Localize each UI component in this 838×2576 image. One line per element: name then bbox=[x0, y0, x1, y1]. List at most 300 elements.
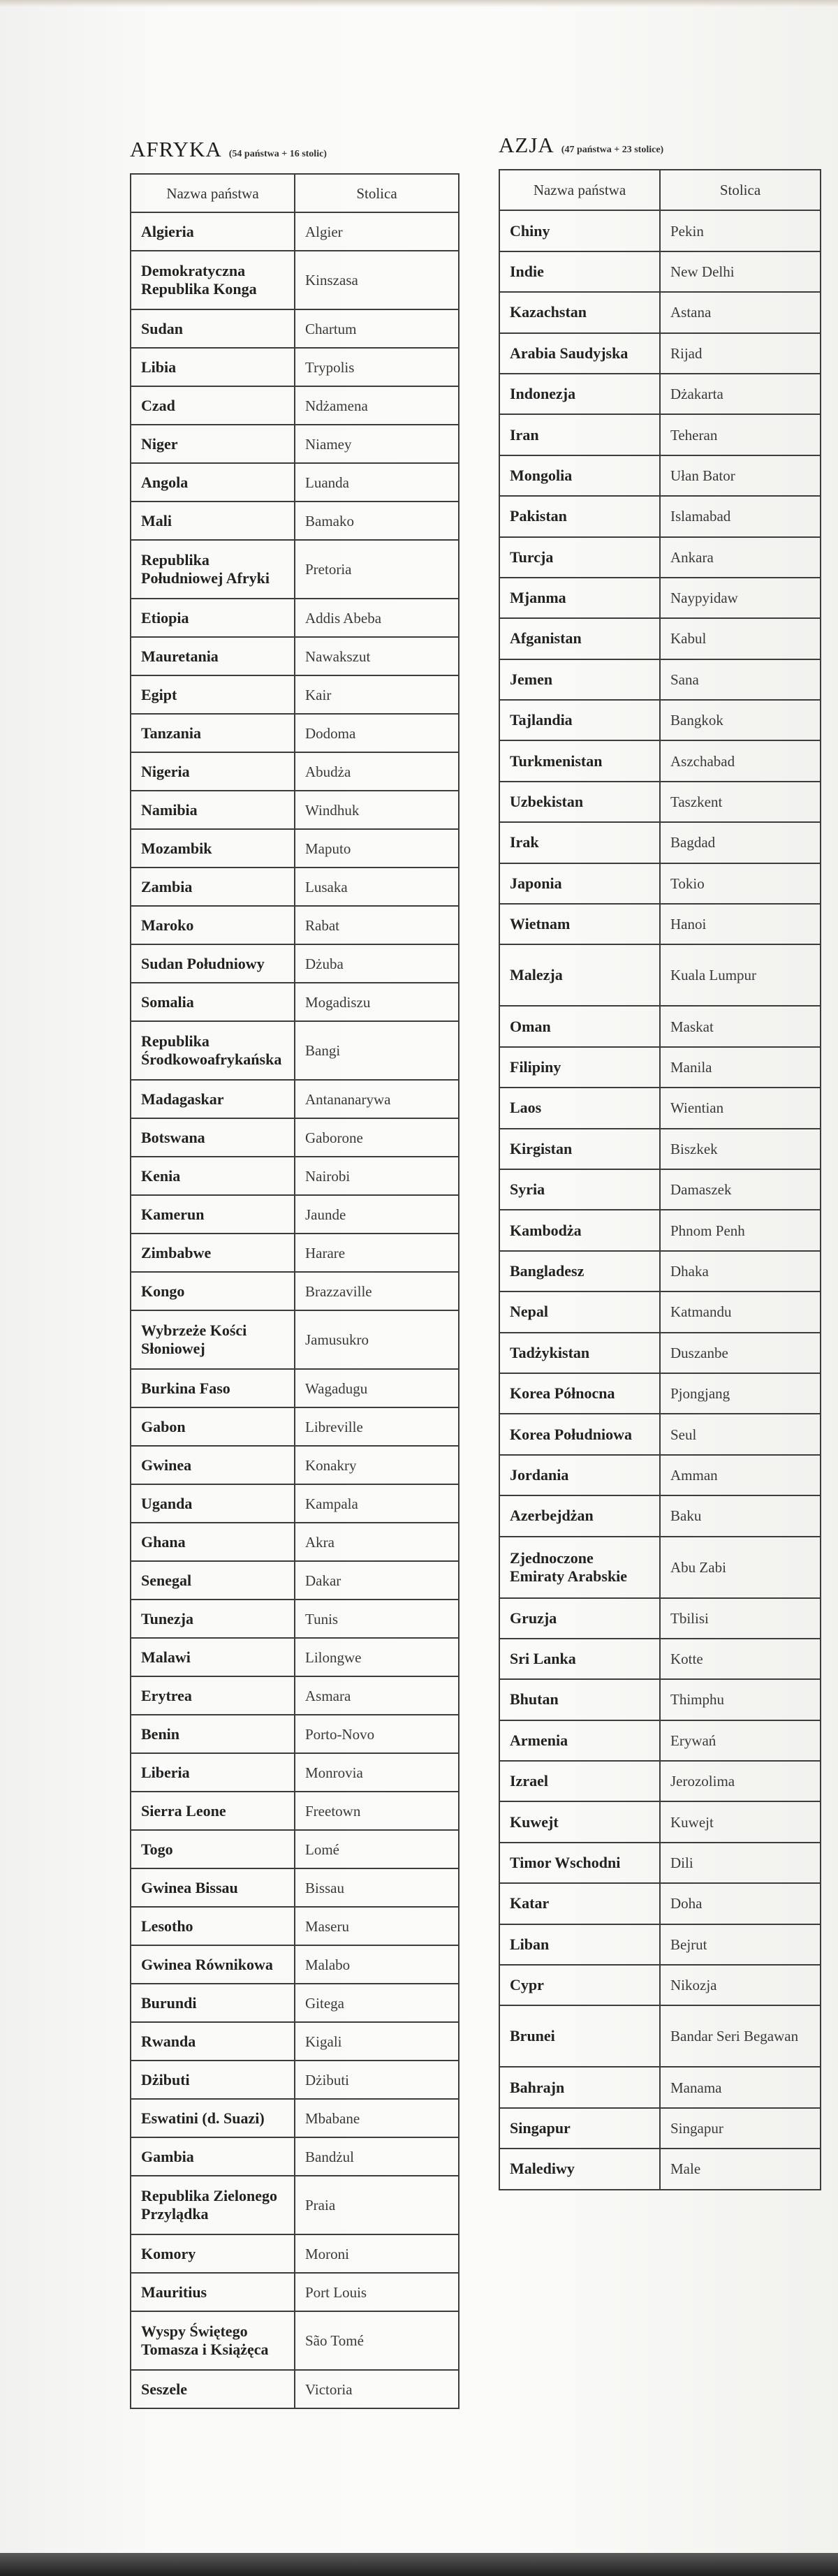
asia-capital-cell: Damaszek bbox=[660, 1169, 821, 1210]
asia-country-cell: Katar bbox=[499, 1883, 660, 1924]
asia-country-cell: Malediwy bbox=[499, 2149, 660, 2189]
africa-table-row bbox=[131, 983, 459, 1021]
africa-country-cell: Eswatini (d. Suazi) bbox=[131, 2099, 295, 2137]
asia-country-cell: Indonezja bbox=[499, 374, 660, 414]
africa-table-body bbox=[131, 174, 459, 2408]
africa-country-cell: Gwinea Bissau bbox=[131, 1868, 295, 1907]
asia-country-cell: Irak bbox=[499, 822, 660, 863]
africa-capital-cell: Jamusukro bbox=[295, 1310, 459, 1369]
asia-table-row bbox=[499, 1679, 821, 1720]
africa-table-row bbox=[131, 829, 459, 868]
africa-capital-cell: Ndżamena bbox=[295, 386, 459, 425]
africa-capital-cell: Bangi bbox=[295, 1021, 459, 1080]
africa-country-cell: Maroko bbox=[131, 906, 295, 944]
asia-country-cell: Mjanma bbox=[499, 578, 660, 618]
africa-table-row bbox=[131, 1118, 459, 1157]
asia-table-row bbox=[499, 1883, 821, 1924]
africa-country-cell: Uganda bbox=[131, 1484, 295, 1523]
asia-capital-cell: Sana bbox=[660, 659, 821, 700]
africa-country-cell: Demokratyczna Republika Konga bbox=[131, 251, 295, 309]
asia-capital-cell: Duszanbe bbox=[660, 1333, 821, 1373]
africa-capital-cell: Lilongwe bbox=[295, 1638, 459, 1676]
africa-capital-cell: Dakar bbox=[295, 1561, 459, 1600]
asia-capital-cell: Tbilisi bbox=[660, 1598, 821, 1639]
africa-table-row bbox=[131, 1195, 459, 1234]
asia-country-cell: Armenia bbox=[499, 1720, 660, 1761]
africa-capital-cell: Windhuk bbox=[295, 791, 459, 829]
asia-capital-cell: Phnom Penh bbox=[660, 1210, 821, 1250]
africa-capital-cell: Niamey bbox=[295, 425, 459, 463]
asia-table-row bbox=[499, 1495, 821, 1536]
asia-country-cell: Nepal bbox=[499, 1291, 660, 1332]
africa-table-row bbox=[131, 1523, 459, 1561]
asia-capital-cell: Katmandu bbox=[660, 1291, 821, 1332]
asia-capital-cell: Bangkok bbox=[660, 700, 821, 740]
africa-capital-cell: Freetown bbox=[295, 1792, 459, 1830]
africa-country-cell: Mali bbox=[131, 502, 295, 540]
africa-capital-cell: Tunis bbox=[295, 1600, 459, 1638]
asia-table-row bbox=[499, 1924, 821, 1965]
asia-country-cell: Jemen bbox=[499, 659, 660, 700]
africa-table-header bbox=[131, 174, 459, 212]
africa-table-row bbox=[131, 1561, 459, 1600]
asia-capital-cell: Teheran bbox=[660, 414, 821, 455]
asia-table-row bbox=[499, 863, 821, 904]
asia-title: AZJA bbox=[499, 133, 554, 157]
asia-capital-cell: Abu Zabi bbox=[660, 1537, 821, 1598]
asia-table-row bbox=[499, 2149, 821, 2189]
africa-table-row bbox=[131, 2370, 459, 2408]
africa-capital-cell: Nairobi bbox=[295, 1157, 459, 1195]
africa-header-capital: Stolica bbox=[295, 174, 459, 212]
africa-capital-cell: Porto-Novo bbox=[295, 1715, 459, 1753]
asia-capital-cell: Taszkent bbox=[660, 782, 821, 822]
africa-country-cell: Tunezja bbox=[131, 1600, 295, 1638]
africa-table-row bbox=[131, 675, 459, 714]
asia-capital-cell: Nikozja bbox=[660, 1965, 821, 2005]
africa-country-cell: Angola bbox=[131, 463, 295, 502]
africa-capital-cell: Addis Abeba bbox=[295, 599, 459, 637]
africa-subtitle: (54 państwa + 16 stolic) bbox=[228, 149, 327, 159]
africa-table-row bbox=[131, 637, 459, 675]
africa-header-country: Nazwa państwa bbox=[131, 174, 295, 212]
africa-table-row bbox=[131, 1676, 459, 1715]
asia-header-capital: Stolica bbox=[660, 170, 821, 210]
africa-table-row bbox=[131, 1080, 459, 1118]
africa-country-cell: Sierra Leone bbox=[131, 1792, 295, 1830]
africa-capital-cell: Trypolis bbox=[295, 348, 459, 386]
africa-country-cell: Botswana bbox=[131, 1118, 295, 1157]
africa-table bbox=[130, 173, 460, 2409]
asia-table-row bbox=[499, 1006, 821, 1046]
africa-table-row bbox=[131, 2061, 459, 2099]
africa-country-cell: Tanzania bbox=[131, 714, 295, 752]
africa-table-row bbox=[131, 1021, 459, 1080]
asia-table-row bbox=[499, 1373, 821, 1414]
asia-country-cell: Sri Lanka bbox=[499, 1639, 660, 1679]
africa-country-cell: Rwanda bbox=[131, 2022, 295, 2061]
asia-section bbox=[499, 133, 821, 2190]
asia-country-cell: Korea Południowa bbox=[499, 1414, 660, 1454]
africa-capital-cell: São Tomé bbox=[295, 2311, 459, 2370]
asia-table-row bbox=[499, 1801, 821, 1842]
asia-table-row bbox=[499, 1761, 821, 1801]
asia-country-cell: Korea Północna bbox=[499, 1373, 660, 1414]
asia-country-cell: Wietnam bbox=[499, 904, 660, 944]
asia-country-cell: Pakistan bbox=[499, 496, 660, 536]
asia-capital-cell: Dhaka bbox=[660, 1251, 821, 1291]
africa-capital-cell: Akra bbox=[295, 1523, 459, 1561]
africa-country-cell: Togo bbox=[131, 1830, 295, 1868]
asia-country-cell: Azerbejdżan bbox=[499, 1495, 660, 1536]
africa-table-row bbox=[131, 1407, 459, 1446]
africa-capital-cell: Bamako bbox=[295, 502, 459, 540]
africa-table-row bbox=[131, 868, 459, 906]
asia-table-row bbox=[499, 944, 821, 1006]
africa-country-cell: Czad bbox=[131, 386, 295, 425]
asia-country-cell: Liban bbox=[499, 1924, 660, 1965]
asia-country-cell: Chiny bbox=[499, 210, 660, 251]
africa-section bbox=[130, 137, 460, 2409]
asia-country-cell: Indie bbox=[499, 251, 660, 292]
asia-capital-cell: Thimphu bbox=[660, 1679, 821, 1720]
africa-capital-cell: Maputo bbox=[295, 829, 459, 868]
asia-capital-cell: Hanoi bbox=[660, 904, 821, 944]
africa-country-cell: Malawi bbox=[131, 1638, 295, 1676]
africa-table-row bbox=[131, 1715, 459, 1753]
africa-capital-cell: Mbabane bbox=[295, 2099, 459, 2137]
asia-table-row bbox=[499, 537, 821, 578]
asia-capital-cell: Dili bbox=[660, 1843, 821, 1883]
africa-table-row bbox=[131, 386, 459, 425]
asia-table-row bbox=[499, 659, 821, 700]
asia-table-row bbox=[499, 333, 821, 374]
africa-country-cell: Seszele bbox=[131, 2370, 295, 2408]
asia-country-cell: Izrael bbox=[499, 1761, 660, 1801]
africa-country-cell: Gabon bbox=[131, 1407, 295, 1446]
asia-capital-cell: Bejrut bbox=[660, 1924, 821, 1965]
asia-country-cell: Timor Wschodni bbox=[499, 1843, 660, 1883]
asia-table-header bbox=[499, 170, 821, 210]
africa-table-row bbox=[131, 1907, 459, 1945]
africa-table-row bbox=[131, 1272, 459, 1310]
africa-title: AFRYKA bbox=[130, 137, 222, 161]
asia-table-row bbox=[499, 414, 821, 455]
asia-capital-cell: Erywań bbox=[660, 1720, 821, 1761]
africa-capital-cell: Pretoria bbox=[295, 540, 459, 599]
africa-country-cell: Namibia bbox=[131, 791, 295, 829]
asia-table-row bbox=[499, 578, 821, 618]
asia-country-cell: Singapur bbox=[499, 2108, 660, 2149]
africa-country-cell: Kenia bbox=[131, 1157, 295, 1195]
asia-capital-cell: Kotte bbox=[660, 1639, 821, 1679]
africa-country-cell: Ghana bbox=[131, 1523, 295, 1561]
asia-capital-cell: Naypyidaw bbox=[660, 578, 821, 618]
asia-country-cell: Malezja bbox=[499, 944, 660, 1006]
africa-table-row bbox=[131, 1753, 459, 1792]
africa-country-cell: Wybrzeże Kości Słoniowej bbox=[131, 1310, 295, 1369]
asia-capital-cell: Kuwejt bbox=[660, 1801, 821, 1842]
africa-capital-cell: Gaborone bbox=[295, 1118, 459, 1157]
asia-table-row bbox=[499, 1210, 821, 1250]
africa-capital-cell: Lusaka bbox=[295, 868, 459, 906]
africa-country-cell: Mauritius bbox=[131, 2273, 295, 2311]
asia-country-cell: Kuwejt bbox=[499, 1801, 660, 1842]
asia-country-cell: Turkmenistan bbox=[499, 740, 660, 781]
africa-table-row bbox=[131, 1638, 459, 1676]
africa-table-row bbox=[131, 752, 459, 791]
asia-country-cell: Tadżykistan bbox=[499, 1333, 660, 1373]
asia-table-row bbox=[499, 782, 821, 822]
africa-table-row bbox=[131, 1600, 459, 1638]
africa-capital-cell: Asmara bbox=[295, 1676, 459, 1715]
asia-country-cell: Oman bbox=[499, 1006, 660, 1046]
africa-capital-cell: Konakry bbox=[295, 1446, 459, 1484]
asia-table-row bbox=[499, 1169, 821, 1210]
africa-table-row bbox=[131, 2137, 459, 2176]
asia-heading bbox=[499, 133, 821, 169]
africa-table-row bbox=[131, 348, 459, 386]
africa-country-cell: Madagaskar bbox=[131, 1080, 295, 1118]
africa-capital-cell: Rabat bbox=[295, 906, 459, 944]
asia-capital-cell: Manama bbox=[660, 2067, 821, 2107]
asia-country-cell: Laos bbox=[499, 1088, 660, 1128]
africa-table-row bbox=[131, 714, 459, 752]
africa-table-row bbox=[131, 1792, 459, 1830]
africa-country-cell: Kamerun bbox=[131, 1195, 295, 1234]
africa-country-cell: Sudan bbox=[131, 309, 295, 348]
asia-country-cell: Tajlandia bbox=[499, 700, 660, 740]
asia-country-cell: Brunei bbox=[499, 2005, 660, 2067]
asia-capital-cell: New Delhi bbox=[660, 251, 821, 292]
asia-capital-cell: Astana bbox=[660, 292, 821, 332]
africa-table-row bbox=[131, 1945, 459, 1984]
africa-table-row bbox=[131, 463, 459, 502]
africa-table-row bbox=[131, 309, 459, 348]
asia-capital-cell: Rijad bbox=[660, 333, 821, 374]
asia-country-cell: Japonia bbox=[499, 863, 660, 904]
asia-table-row bbox=[499, 904, 821, 944]
asia-table-row bbox=[499, 1088, 821, 1128]
asia-table-row bbox=[499, 700, 821, 740]
asia-country-cell: Bhutan bbox=[499, 1679, 660, 1720]
africa-country-cell: Liberia bbox=[131, 1753, 295, 1792]
africa-table-row bbox=[131, 1234, 459, 1272]
africa-country-cell: Republika Południowej Afryki bbox=[131, 540, 295, 599]
africa-table-row bbox=[131, 425, 459, 463]
africa-capital-cell: Libreville bbox=[295, 1407, 459, 1446]
asia-capital-cell: Maskat bbox=[660, 1006, 821, 1046]
africa-table-row bbox=[131, 944, 459, 983]
paper-top-edge bbox=[0, 0, 838, 7]
asia-capital-cell: Singapur bbox=[660, 2108, 821, 2149]
africa-table-row bbox=[131, 2099, 459, 2137]
asia-capital-cell: Ułan Bator bbox=[660, 455, 821, 496]
africa-capital-cell: Monrovia bbox=[295, 1753, 459, 1792]
africa-table-row bbox=[131, 2273, 459, 2311]
africa-country-cell: Komory bbox=[131, 2234, 295, 2273]
africa-table-row bbox=[131, 2176, 459, 2234]
africa-country-cell: Burundi bbox=[131, 1984, 295, 2022]
africa-capital-cell: Mogadiszu bbox=[295, 983, 459, 1021]
asia-country-cell: Kazachstan bbox=[499, 292, 660, 332]
africa-table-row bbox=[131, 1157, 459, 1195]
asia-table-row bbox=[499, 2005, 821, 2067]
africa-table-row bbox=[131, 2022, 459, 2061]
asia-country-cell: Bangladesz bbox=[499, 1251, 660, 1291]
asia-country-cell: Kirgistan bbox=[499, 1129, 660, 1169]
africa-table-row bbox=[131, 599, 459, 637]
asia-capital-cell: Ankara bbox=[660, 537, 821, 578]
asia-table-row bbox=[499, 1598, 821, 1639]
africa-table-row bbox=[131, 251, 459, 309]
asia-country-cell: Gruzja bbox=[499, 1598, 660, 1639]
asia-capital-cell: Baku bbox=[660, 1495, 821, 1536]
asia-table-row bbox=[499, 251, 821, 292]
asia-table-row bbox=[499, 2067, 821, 2107]
asia-capital-cell: Amman bbox=[660, 1455, 821, 1495]
asia-table-body bbox=[499, 170, 821, 2190]
asia-table-row bbox=[499, 374, 821, 414]
africa-country-cell: Wyspy Świętego Tomasza i Książęca bbox=[131, 2311, 295, 2370]
asia-table-row bbox=[499, 1720, 821, 1761]
asia-table-row bbox=[499, 1047, 821, 1088]
asia-capital-cell: Islamabad bbox=[660, 496, 821, 536]
asia-capital-cell: Male bbox=[660, 2149, 821, 2189]
africa-table-row bbox=[131, 212, 459, 251]
africa-capital-cell: Gitega bbox=[295, 1984, 459, 2022]
africa-capital-cell: Port Louis bbox=[295, 2273, 459, 2311]
background-surface bbox=[0, 2553, 838, 2576]
africa-capital-cell: Brazzaville bbox=[295, 1272, 459, 1310]
asia-capital-cell: Wientian bbox=[660, 1088, 821, 1128]
asia-table-row bbox=[499, 210, 821, 251]
africa-country-cell: Algieria bbox=[131, 212, 295, 251]
africa-country-cell: Gambia bbox=[131, 2137, 295, 2176]
asia-country-cell: Turcja bbox=[499, 537, 660, 578]
africa-capital-cell: Jaunde bbox=[295, 1195, 459, 1234]
africa-country-cell: Zimbabwe bbox=[131, 1234, 295, 1272]
africa-country-cell: Niger bbox=[131, 425, 295, 463]
asia-country-cell: Filipiny bbox=[499, 1047, 660, 1088]
asia-country-cell: Bahrajn bbox=[499, 2067, 660, 2107]
africa-country-cell: Burkina Faso bbox=[131, 1369, 295, 1407]
asia-capital-cell: Seul bbox=[660, 1414, 821, 1454]
africa-country-cell: Gwinea Równikowa bbox=[131, 1945, 295, 1984]
asia-table-row bbox=[499, 1639, 821, 1679]
africa-capital-cell: Lomé bbox=[295, 1830, 459, 1868]
asia-country-cell: Zjednoczone Emiraty Arabskie bbox=[499, 1537, 660, 1598]
asia-table-row bbox=[499, 1455, 821, 1495]
africa-country-cell: Zambia bbox=[131, 868, 295, 906]
asia-capital-cell: Bagdad bbox=[660, 822, 821, 863]
africa-table-row bbox=[131, 1310, 459, 1369]
asia-table-row bbox=[499, 1129, 821, 1169]
asia-table bbox=[499, 169, 821, 2190]
africa-capital-cell: Malabo bbox=[295, 1945, 459, 1984]
africa-capital-cell: Nawakszut bbox=[295, 637, 459, 675]
asia-capital-cell: Tokio bbox=[660, 863, 821, 904]
africa-capital-cell: Luanda bbox=[295, 463, 459, 502]
africa-table-row bbox=[131, 1984, 459, 2022]
asia-table-row bbox=[499, 292, 821, 332]
africa-country-cell: Libia bbox=[131, 348, 295, 386]
asia-capital-cell: Jerozolima bbox=[660, 1761, 821, 1801]
asia-table-row bbox=[499, 1843, 821, 1883]
asia-capital-cell: Dżakarta bbox=[660, 374, 821, 414]
africa-country-cell: Mozambik bbox=[131, 829, 295, 868]
africa-capital-cell: Moroni bbox=[295, 2234, 459, 2273]
africa-capital-cell: Dżuba bbox=[295, 944, 459, 983]
asia-table-row bbox=[499, 496, 821, 536]
asia-country-cell: Uzbekistan bbox=[499, 782, 660, 822]
africa-table-row bbox=[131, 1868, 459, 1907]
africa-table-row bbox=[131, 2234, 459, 2273]
africa-capital-cell: Victoria bbox=[295, 2370, 459, 2408]
asia-country-cell: Iran bbox=[499, 414, 660, 455]
africa-table-row bbox=[131, 1830, 459, 1868]
africa-capital-cell: Algier bbox=[295, 212, 459, 251]
africa-country-cell: Senegal bbox=[131, 1561, 295, 1600]
africa-capital-cell: Dodoma bbox=[295, 714, 459, 752]
africa-table-row bbox=[131, 791, 459, 829]
africa-country-cell: Somalia bbox=[131, 983, 295, 1021]
africa-capital-cell: Dżibuti bbox=[295, 2061, 459, 2099]
africa-country-cell: Republika Środkowoafrykańska bbox=[131, 1021, 295, 1080]
africa-table-row bbox=[131, 1484, 459, 1523]
asia-country-cell: Arabia Saudyjska bbox=[499, 333, 660, 374]
asia-country-cell: Syria bbox=[499, 1169, 660, 1210]
africa-table-row bbox=[131, 1446, 459, 1484]
africa-country-cell: Lesotho bbox=[131, 1907, 295, 1945]
africa-capital-cell: Abudża bbox=[295, 752, 459, 791]
asia-table-row bbox=[499, 1965, 821, 2005]
africa-capital-cell: Maseru bbox=[295, 1907, 459, 1945]
africa-capital-cell: Harare bbox=[295, 1234, 459, 1272]
asia-subtitle: (47 państwa + 23 stolice) bbox=[561, 145, 664, 155]
africa-country-cell: Erytrea bbox=[131, 1676, 295, 1715]
asia-table-row bbox=[499, 1333, 821, 1373]
asia-capital-cell: Manila bbox=[660, 1047, 821, 1088]
asia-table-row bbox=[499, 1537, 821, 1598]
asia-country-cell: Cypr bbox=[499, 1965, 660, 2005]
asia-capital-cell: Biszkek bbox=[660, 1129, 821, 1169]
asia-capital-cell: Aszchabad bbox=[660, 740, 821, 781]
africa-capital-cell: Chartum bbox=[295, 309, 459, 348]
africa-capital-cell: Kigali bbox=[295, 2022, 459, 2061]
africa-capital-cell: Kair bbox=[295, 675, 459, 714]
africa-capital-cell: Bandżul bbox=[295, 2137, 459, 2176]
asia-table-row bbox=[499, 2108, 821, 2149]
asia-capital-cell: Pjongjang bbox=[660, 1373, 821, 1414]
asia-table-row bbox=[499, 1291, 821, 1332]
asia-table-row bbox=[499, 1251, 821, 1291]
africa-table-row bbox=[131, 1369, 459, 1407]
asia-capital-cell: Doha bbox=[660, 1883, 821, 1924]
africa-country-cell: Mauretania bbox=[131, 637, 295, 675]
asia-table-row bbox=[499, 618, 821, 659]
asia-country-cell: Mongolia bbox=[499, 455, 660, 496]
africa-capital-cell: Praia bbox=[295, 2176, 459, 2234]
africa-capital-cell: Kinszasa bbox=[295, 251, 459, 309]
asia-capital-cell: Kuala Lumpur bbox=[660, 944, 821, 1006]
africa-country-cell: Benin bbox=[131, 1715, 295, 1753]
africa-table-row bbox=[131, 906, 459, 944]
africa-country-cell: Republika Zielonego Przylądka bbox=[131, 2176, 295, 2234]
africa-country-cell: Gwinea bbox=[131, 1446, 295, 1484]
asia-country-cell: Kambodża bbox=[499, 1210, 660, 1250]
asia-capital-cell: Bandar Seri Begawan bbox=[660, 2005, 821, 2067]
